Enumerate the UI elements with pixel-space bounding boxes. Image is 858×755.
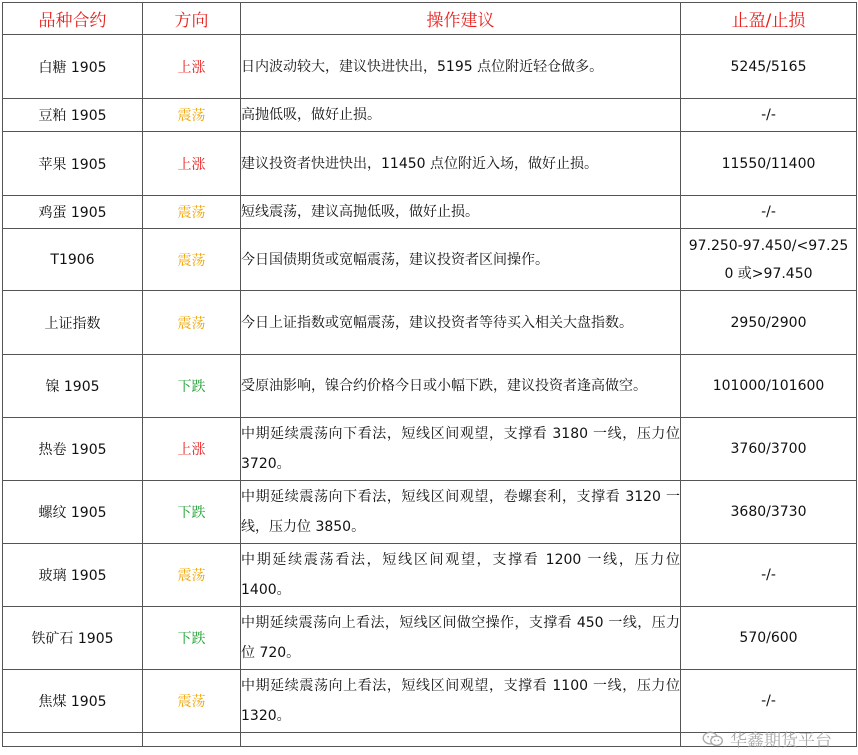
header-direction: 方向 — [143, 3, 241, 35]
empty-cell — [3, 733, 143, 747]
advice-cell: 今日国债期货或宽幅震荡，建议投资者区间操作。 — [241, 229, 681, 291]
watermark — [702, 726, 832, 751]
product-cell: 玻璃 1905 — [3, 544, 143, 607]
table-row — [3, 132, 857, 196]
product-cell: 白糖 1905 — [3, 35, 143, 99]
table-row — [3, 35, 857, 99]
product-cell: 豆粕 1905 — [3, 99, 143, 132]
stop-cell: -/- — [681, 670, 857, 733]
advice-cell: 中期延续震荡向上看法，短线区间做空操作，支撑看 450 一线，压力位 720。 — [241, 607, 681, 670]
direction-cell: 上涨 — [143, 132, 241, 196]
header-row — [3, 3, 857, 35]
table-row — [3, 670, 857, 733]
stop-cell: 97.250-97.450/<97.250 或>97.450 — [681, 229, 857, 291]
stop-cell: 3680/3730 — [681, 481, 857, 544]
advice-cell: 中期延续震荡向上看法，短线区间观望，支撑看 1100 一线，压力位 1320。 — [241, 670, 681, 733]
table-row — [3, 229, 857, 291]
product-cell: 热卷 1905 — [3, 418, 143, 481]
advice-cell: 建议投资者快进快出，11450 点位附近入场，做好止损。 — [241, 132, 681, 196]
direction-cell: 下跌 — [143, 607, 241, 670]
product-cell: 铁矿石 1905 — [3, 607, 143, 670]
watermark-text: 华鑫期货平台 — [730, 731, 832, 751]
wechat-icon — [702, 731, 724, 747]
advice-cell: 中期延续震荡看法，短线区间观望，支撑看 1200 一线，压力位 1400。 — [241, 544, 681, 607]
product-cell: T1906 — [3, 229, 143, 291]
advice-cell: 中期延续震荡向下看法，短线区间观望，支撑看 3180 一线，压力位 3720。 — [241, 418, 681, 481]
product-cell: 鸡蛋 1905 — [3, 196, 143, 229]
direction-cell: 下跌 — [143, 481, 241, 544]
direction-cell: 震荡 — [143, 544, 241, 607]
table-row — [3, 99, 857, 132]
table-row — [3, 355, 857, 418]
direction-cell: 震荡 — [143, 99, 241, 132]
stop-cell: 11550/11400 — [681, 132, 857, 196]
stop-cell: 570/600 — [681, 607, 857, 670]
product-cell: 上证指数 — [3, 291, 143, 355]
stop-cell: -/- — [681, 544, 857, 607]
header-stop: 止盈/止损 — [681, 3, 857, 35]
table-row — [3, 418, 857, 481]
futures-advice-table — [2, 2, 857, 747]
header-advice: 操作建议 — [241, 3, 681, 35]
empty-cell — [143, 733, 241, 747]
stop-cell: 5245/5165 — [681, 35, 857, 99]
advice-cell: 中期延续震荡向下看法，短线区间观望，卷螺套利，支撑看 3120 一线，压力位 3850。 — [241, 481, 681, 544]
empty-cell — [241, 733, 681, 747]
product-cell: 苹果 1905 — [3, 132, 143, 196]
table-row — [3, 544, 857, 607]
product-cell: 焦煤 1905 — [3, 670, 143, 733]
product-cell: 镍 1905 — [3, 355, 143, 418]
table-row — [3, 607, 857, 670]
direction-cell: 震荡 — [143, 291, 241, 355]
advice-cell: 短线震荡，建议高抛低吸，做好止损。 — [241, 196, 681, 229]
stop-cell: 101000/101600 — [681, 355, 857, 418]
stop-cell: 2950/2900 — [681, 291, 857, 355]
header-product: 品种合约 — [3, 3, 143, 35]
advice-cell: 今日上证指数或宽幅震荡，建议投资者等待买入相关大盘指数。 — [241, 291, 681, 355]
table-row — [3, 481, 857, 544]
table-row — [3, 196, 857, 229]
stop-cell: -/- — [681, 99, 857, 132]
direction-cell: 下跌 — [143, 355, 241, 418]
direction-cell: 震荡 — [143, 196, 241, 229]
direction-cell: 震荡 — [143, 229, 241, 291]
direction-cell: 上涨 — [143, 35, 241, 99]
advice-cell: 日内波动较大，建议快进快出，5195 点位附近轻仓做多。 — [241, 35, 681, 99]
advice-cell: 高抛低吸，做好止损。 — [241, 99, 681, 132]
product-cell: 螺纹 1905 — [3, 481, 143, 544]
advice-cell: 受原油影响，镍合约价格今日或小幅下跌，建议投资者逢高做空。 — [241, 355, 681, 418]
stop-cell: -/- — [681, 196, 857, 229]
table-row — [3, 291, 857, 355]
stop-cell: 3760/3700 — [681, 418, 857, 481]
direction-cell: 上涨 — [143, 418, 241, 481]
direction-cell: 震荡 — [143, 670, 241, 733]
